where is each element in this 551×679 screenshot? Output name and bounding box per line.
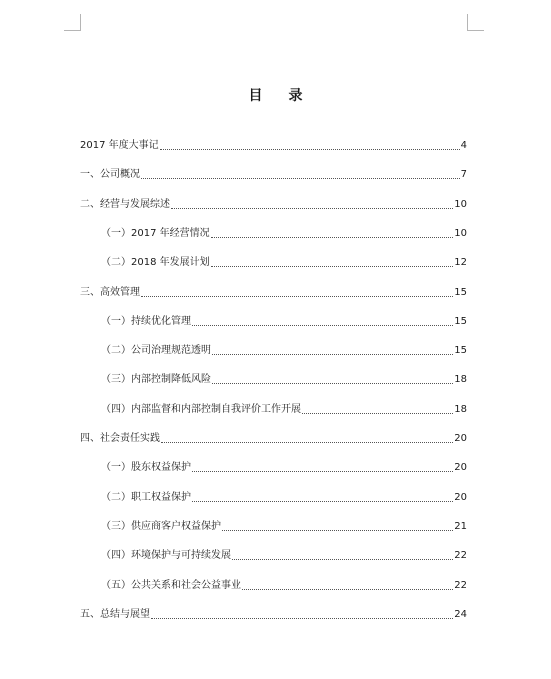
toc-leader-dots — [171, 208, 453, 209]
toc-entry-title: （五）公共关系和社会公益事业 — [101, 580, 241, 591]
toc-entry[interactable] — [80, 605, 467, 621]
toc-entry[interactable] — [101, 253, 467, 269]
toc-page-number: 10 — [454, 199, 467, 210]
toc-page-number: 15 — [454, 316, 467, 327]
toc-leader-dots — [212, 354, 453, 355]
toc-page-number: 20 — [454, 433, 467, 444]
toc-page-number: 12 — [454, 257, 467, 268]
toc-page-number: 21 — [454, 521, 467, 532]
toc-entry[interactable] — [101, 400, 467, 416]
toc-entry-title: 二、经营与发展综述 — [80, 199, 170, 210]
toc-entry[interactable] — [80, 195, 467, 211]
toc-page-number: 22 — [454, 550, 467, 561]
toc-entry-title: 四、社会责任实践 — [80, 433, 160, 444]
toc-leader-dots — [222, 530, 453, 531]
toc-page-number: 15 — [454, 345, 467, 356]
toc-page-number: 20 — [454, 492, 467, 503]
toc-entry-title: 三、高效管理 — [80, 287, 140, 298]
toc-leader-dots — [242, 589, 453, 590]
toc-entry[interactable] — [80, 136, 467, 152]
toc-entry-title: （二）2018 年发展计划 — [101, 257, 210, 268]
toc-leader-dots — [302, 413, 453, 414]
toc-entry-title: （四）内部监督和内部控制自我评价工作开展 — [101, 404, 301, 415]
toc-leader-dots — [160, 149, 460, 150]
toc-leader-dots — [211, 266, 454, 267]
toc-entry-title: 一、公司概况 — [80, 169, 140, 180]
toc-entry[interactable] — [101, 312, 467, 328]
toc-leader-dots — [141, 178, 460, 179]
toc-page-number: 20 — [454, 462, 467, 473]
toc-page-number: 22 — [454, 580, 467, 591]
toc-entry-title: （二）职工权益保护 — [101, 492, 191, 503]
toc-page-number: 7 — [460, 169, 467, 180]
toc-page-number: 4 — [460, 140, 467, 151]
toc-page-number: 24 — [454, 609, 467, 620]
toc-page-number: 10 — [454, 228, 467, 239]
toc-title: 目录 — [248, 88, 329, 104]
toc-entry-title: （四）环境保护与可持续发展 — [101, 550, 231, 561]
toc-page-number: 18 — [454, 374, 467, 385]
toc-entry[interactable] — [101, 546, 467, 562]
toc-page-number: 18 — [454, 404, 467, 415]
toc-entry[interactable] — [101, 341, 467, 357]
toc-entry[interactable] — [80, 283, 467, 299]
toc-entry[interactable] — [101, 576, 467, 592]
toc-entry-title: （一）持续优化管理 — [101, 316, 191, 327]
toc-leader-dots — [192, 471, 453, 472]
toc-leader-dots — [232, 559, 453, 560]
toc-entry-title: （一）股东权益保护 — [101, 462, 191, 473]
toc-entry-title: （三）供应商客户权益保护 — [101, 521, 221, 532]
crop-mark-top-right — [467, 14, 484, 31]
toc-leader-dots — [192, 501, 453, 502]
toc-entry[interactable] — [101, 370, 467, 386]
toc-entry-title: （二）公司治理规范透明 — [101, 345, 211, 356]
toc-leader-dots — [212, 383, 453, 384]
toc-entry-title: 2017 年度大事记 — [80, 140, 159, 151]
toc-leader-dots — [211, 237, 454, 238]
crop-mark-top-left — [64, 14, 81, 31]
toc-entry[interactable] — [101, 517, 467, 533]
toc-leader-dots — [161, 442, 453, 443]
toc-entry[interactable] — [101, 488, 467, 504]
toc-entry[interactable] — [101, 458, 467, 474]
toc-entry[interactable] — [80, 165, 467, 181]
toc-entry-title: （三）内部控制降低风险 — [101, 374, 211, 385]
toc-entry[interactable] — [80, 429, 467, 445]
toc-leader-dots — [151, 618, 453, 619]
toc-entry-title: 五、总结与展望 — [80, 609, 150, 620]
toc-page-number: 15 — [454, 287, 467, 298]
toc-leader-dots — [141, 296, 453, 297]
toc-entry[interactable] — [101, 224, 467, 240]
toc-entry-title: （一）2017 年经营情况 — [101, 228, 210, 239]
toc-leader-dots — [192, 325, 453, 326]
